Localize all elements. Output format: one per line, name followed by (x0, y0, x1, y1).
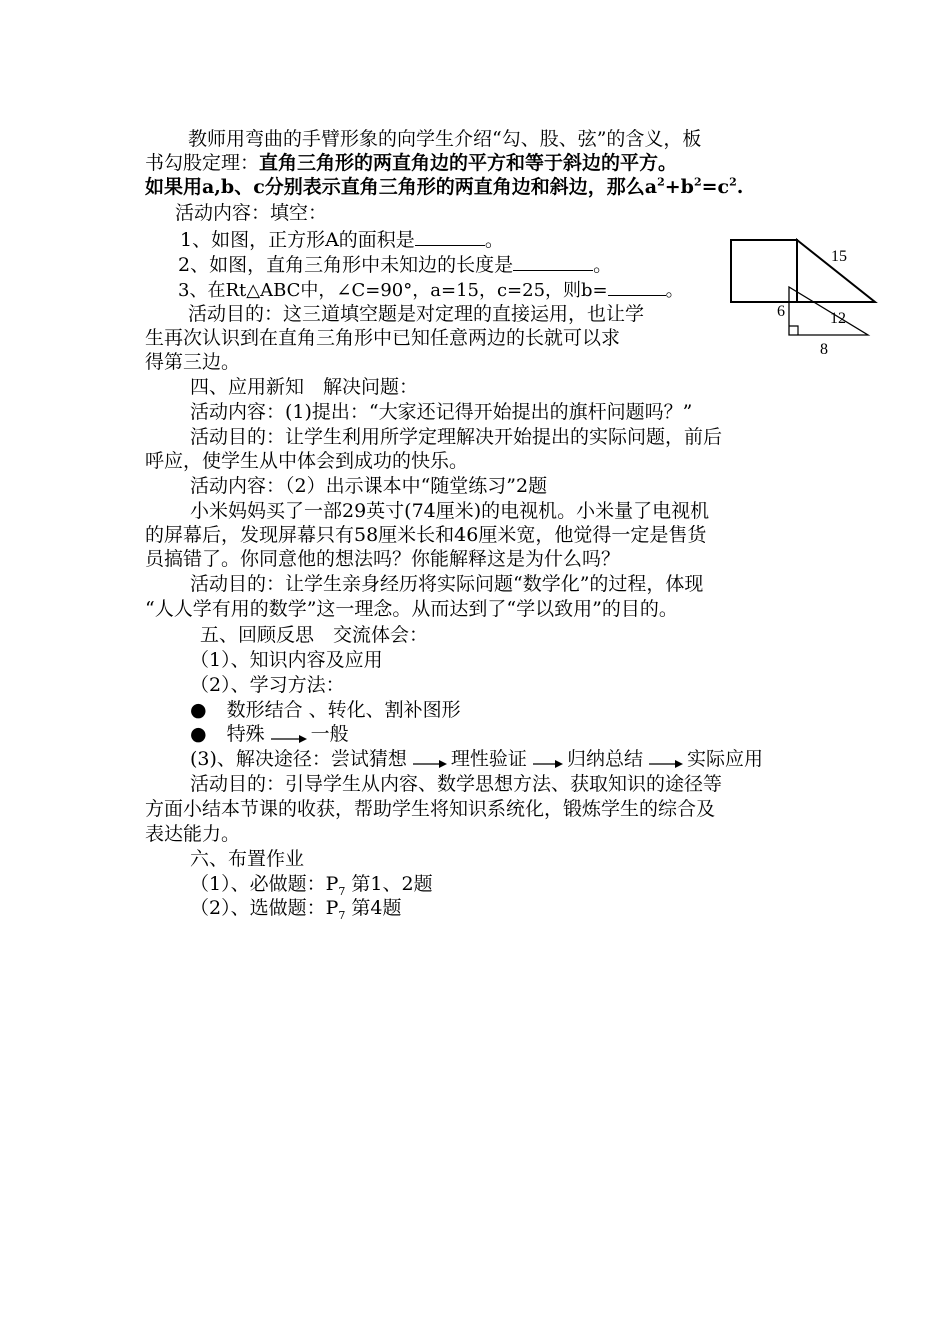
question-1-end: 。 (484, 229, 504, 251)
item-3-prefix: (3)、解决途径：尝试猜想 (190, 748, 407, 770)
section-5-item-2: （2）、学习方法： (190, 674, 345, 696)
section-4-content-2: 活动内容：（2）出示课本中“随堂练习”2题 (190, 475, 548, 497)
theorem-statement: 直角三角形的两直角边的平方和等于斜边的平方。 (259, 152, 678, 174)
section-5-purpose-2: 方面小结本节课的收获，帮助学生将知识系统化，锻炼学生的综合及 (145, 798, 716, 820)
question-2 (178, 252, 612, 277)
hw2-suffix: 第4题 (345, 897, 402, 919)
geometry-figure (725, 232, 885, 362)
section-5-item-3 (190, 747, 763, 771)
formula-end: . (736, 176, 744, 198)
arrow-right-icon (407, 751, 451, 769)
right-triangle-2 (789, 287, 868, 335)
step-apply: 实际应用 (686, 748, 763, 770)
section-5-item-1: （1）、知识内容及应用 (190, 649, 383, 671)
section-4-purpose-1b: 呼应，使学生从中体会到成功的快乐。 (145, 450, 469, 472)
arrow-right-icon (527, 751, 567, 769)
activity-fill-purpose-2: 生再次认识到在直角三角形中已知任意两边的长就可以求 (145, 327, 621, 349)
section-5-purpose-1: 活动目的：引导学生从内容、数学思想方法、获取知识的途径等 (190, 773, 723, 795)
hw1-suffix: 第1、2题 (345, 873, 433, 895)
arrow-right-icon (265, 726, 311, 744)
problem-line-3: 员搞错了。你同意他的想法吗？你能解释这是为什么吗？ (145, 548, 621, 570)
section-4-purpose-2a: 活动目的：让学生亲身经历将实际问题“数学化”的过程，体现 (190, 573, 704, 595)
section-5-title: 五、回顾反思 交流体会： (200, 624, 429, 646)
question-1-text: 1、如图，正方形A的面积是 (180, 229, 415, 251)
question-3-blank[interactable] (608, 277, 666, 296)
question-3-text: 3、在Rt△ABC中，∠C=90°，a=15，c=25，则b= (178, 280, 608, 301)
problem-line-1: 小米妈妈买了一部29英寸(74厘米)的电视机。小米量了电视机 (190, 500, 710, 522)
homework-optional (190, 896, 402, 920)
formula-text: 如果用a,b、c分别表示直角三角形的两直角边和斜边，那么a (145, 176, 658, 198)
right-angle-mark (789, 326, 798, 335)
homework-required (190, 872, 433, 896)
question-2-text: 2、如图，直角三角形中未知边的长度是 (178, 254, 514, 276)
question-3-end: 。 (665, 280, 684, 301)
label-12: 12 (830, 310, 846, 327)
bullet-dot-1: ● (190, 699, 207, 721)
square-a (731, 240, 797, 302)
step-verify: 理性验证 (450, 748, 527, 770)
arrow-right-icon (643, 751, 687, 769)
section-4-purpose-2b: “人人学有用的数学”这一理念。从而达到了“学以致用”的目的。 (145, 598, 678, 620)
exponent-b: 2 (693, 175, 702, 189)
label-6: 6 (777, 303, 785, 320)
hw2-prefix: （2）、选做题：P (190, 897, 339, 919)
section-4-purpose-1a: 活动目的：让学生利用所学定理解决开始提出的实际问题，前后 (190, 426, 723, 448)
activity-fill-purpose-3: 得第三边。 (145, 351, 241, 373)
intro-line-2-prefix: 书勾股定理： (145, 152, 260, 174)
hw2-page-sub: 7 (338, 908, 346, 922)
exponent-c: 2 (729, 175, 737, 189)
activity-fill-purpose-1: 活动目的：这三道填空题是对定理的直接运用，也让学 (188, 303, 645, 325)
formula-plus-b: +b (664, 176, 694, 198)
step-summarize: 归纳总结 (566, 748, 643, 770)
hw1-prefix: （1）、必做题：P (190, 873, 339, 895)
hw1-page-sub: 7 (338, 884, 346, 898)
intro-line-1: 教师用弯曲的手臂形象的向学生介绍“勾、股、弦”的含义，板 (188, 128, 702, 150)
bullet-item-2 (190, 722, 349, 746)
bullet-1-text: 数形结合 、转化、割补图形 (226, 699, 461, 721)
section-6-title: 六、布置作业 (190, 848, 305, 870)
bullet-2-general: 一般 (310, 723, 349, 745)
bullet-dot-2: ● (190, 723, 207, 745)
question-2-end: 。 (593, 254, 613, 276)
label-15: 15 (831, 248, 847, 265)
problem-line-2: 的屏幕后，发现屏幕只有58厘米长和46厘米宽，他觉得一定是售货 (145, 524, 707, 546)
question-3 (178, 277, 684, 303)
theorem-formula-line (145, 175, 743, 199)
activity-fill-label: 活动内容：填空： (175, 202, 328, 224)
intro-line-2 (145, 151, 677, 175)
bullet-item-1 (190, 698, 461, 722)
bullet-2-special: 特殊 (226, 723, 265, 745)
section-4-content-1: 活动内容：(1)提出：“大家还记得开始提出的旗杆问题吗？” (190, 401, 693, 423)
question-1-blank[interactable] (415, 227, 485, 246)
label-8: 8 (820, 341, 828, 358)
section-4-title: 四、应用新知 解决问题： (190, 376, 419, 398)
formula-eq-c: =c (701, 176, 730, 198)
question-2-blank[interactable] (513, 252, 593, 271)
section-5-purpose-3: 表达能力。 (145, 823, 241, 845)
exponent-a: 2 (657, 175, 665, 189)
question-1 (180, 227, 504, 252)
